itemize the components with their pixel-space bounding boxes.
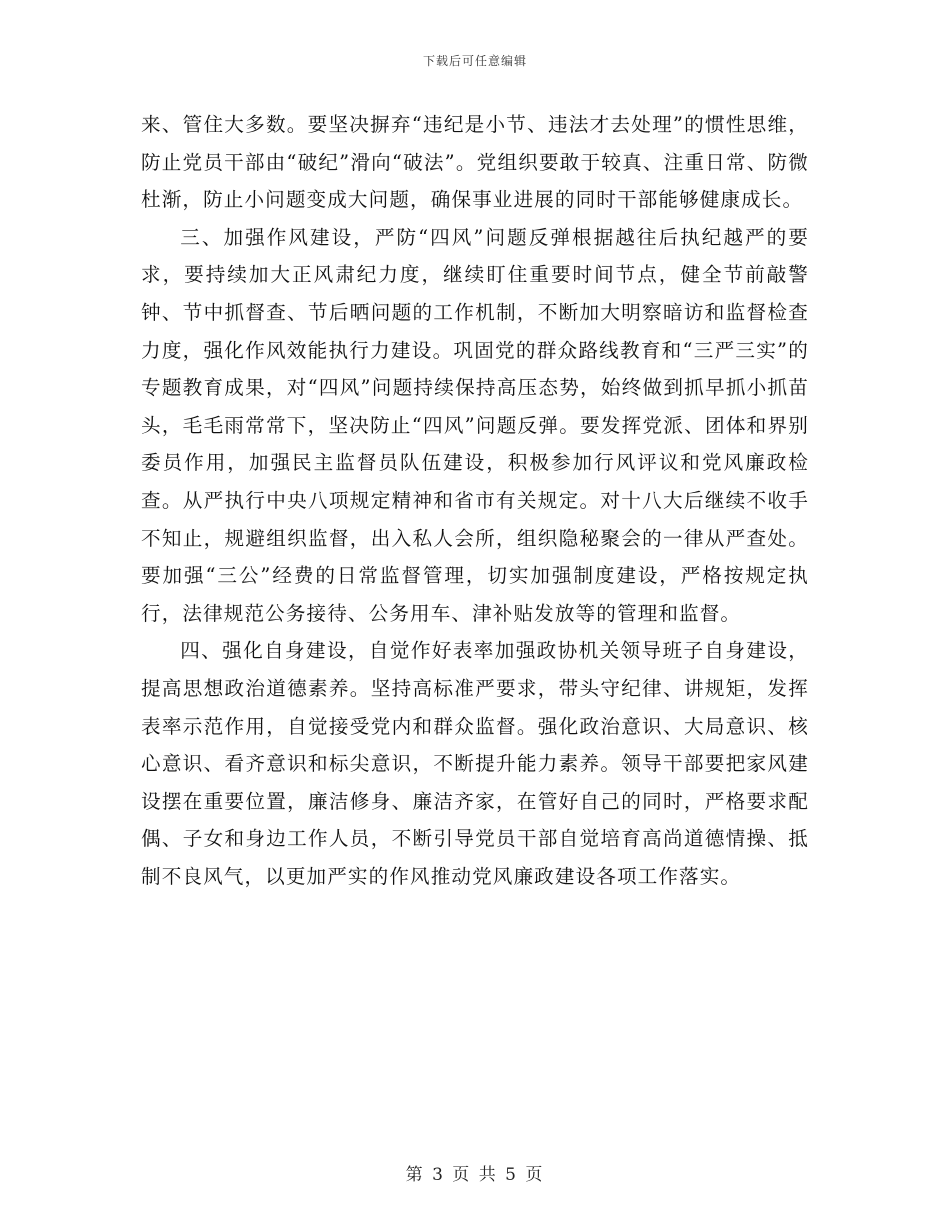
paragraph-section-three: 三、加强作风建设，严防“四风”问题反弹根据越往后执纪越严的要求，要持续加大正风肃纪力度，继续盯住重要时间节点，健全节前敲警钟、节中抓督查、节后晒问题的工作机制，不断加大明察暗访和监督检查力度，强化作风效能执行力建设。巩固党的群众路线教育和“三严三实”的专题教育成果，对“四风”问题持续保持高压态势，始终做到抓早抓小抓苗头，毛毛雨常常下，坚决防止“四风”问题反弹。要发挥党派、团体和界别委员作用，加强民主监督员队伍建设，积极参加行风评议和党风廉政检查。从严执行中央八项规定精神和省市有关规定。对十八大后继续不收手不知止，规避组织监督，出入私人会所，组织隐秘聚会的一律从严查处。要加强“三公”经费的日常监督管理，切实加强制度建设，严格按规定执行，法律规范公务接待、公务用车、津补贴发放等的管理和监督。: [141, 225, 809, 625]
page-header: 下载后可任意编辑: [422, 54, 527, 68]
page-number-footer: 第 3 页 共 5 页: [405, 1165, 545, 1185]
paragraph-continuation: 来、管住大多数。要坚决摒弃“违纪是小节、违法才去处理”的惯性思维，防止党员干部由“破纪”滑向“破法”。党组织要敢于较真、注重日常、防微杜渐，防止小问题变成大问题，确保事业进展的同时干部能够健康成长。: [141, 113, 809, 212]
paragraph-section-four: 四、强化自身建设，自觉作好表率加强政协机关领导班子自身建设，提高思想政治道德素养。坚持高标准严要求，带头守纪律、讲规矩，发挥表率示范作用，自觉接受党内和群众监督。强化政治意识、大局意识、核心意识、看齐意识和标尖意识，不断提升能力素养。领导干部要把家风建设摆在重要位置，廉洁修身、廉洁齐家，在管好自己的同时，严格要求配偶、子女和身边工作人员，不断引导党员干部自觉培育高尚道德情操、抵制不良风气，以更加严实的作风推动党风廉政建设各项工作落实。: [141, 639, 809, 888]
document-body: [141, 106, 809, 895]
